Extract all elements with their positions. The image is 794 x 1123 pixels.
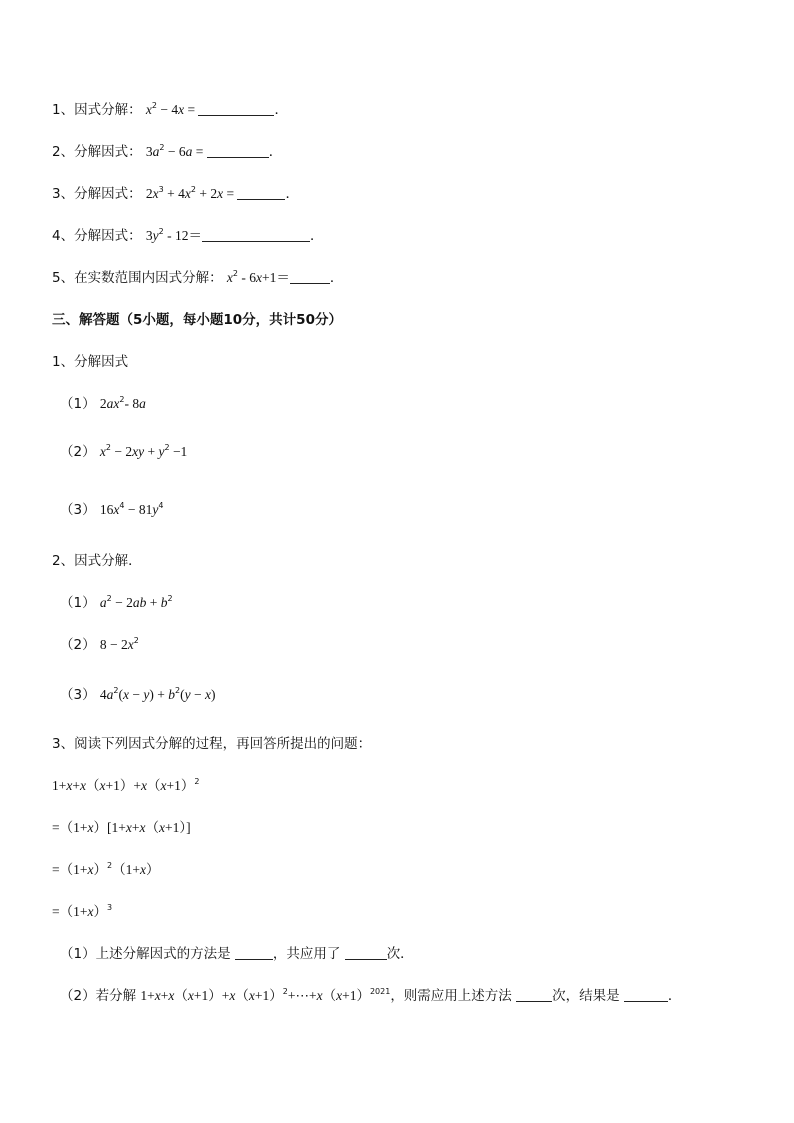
answer-blank[interactable] bbox=[237, 185, 285, 200]
expression: $x^2 - 2xy + y^2 -1$ bbox=[99, 443, 188, 459]
question-text: 次，结果是 bbox=[552, 988, 620, 1004]
question-4-label: 分解因式： bbox=[74, 228, 142, 244]
question-1-expression: $x^2 - 4x$ = bbox=[145, 101, 199, 117]
question-text: （1）上述分解因式的方法是 bbox=[60, 946, 231, 962]
question-3-number: 3、 bbox=[52, 186, 75, 202]
derivation-step-4: $=(1+x)^3$ bbox=[52, 903, 113, 919]
answer-blank[interactable] bbox=[624, 987, 668, 1002]
problem-2-title: 2、因式分解． bbox=[52, 553, 142, 569]
question-2: 2、分解因式： $3a^2 - 6a$ = ． bbox=[52, 143, 283, 160]
answer-blank[interactable] bbox=[235, 945, 273, 960]
part-label: （2） bbox=[60, 637, 96, 653]
question-5-number: 5、 bbox=[52, 270, 75, 286]
question-text: ． bbox=[667, 988, 682, 1004]
question-3: 3、分解因式： $2x^3 + 4x^2 + 2x$ = ． bbox=[52, 185, 299, 202]
question-1-label: 因式分解： bbox=[74, 102, 142, 118]
expression: $4a^2(x - y) + b^2(y - x)$ bbox=[99, 686, 216, 702]
derivation-step-2: =（1+x）[1+x+x（x+1）] bbox=[52, 820, 191, 835]
part-label: （2） bbox=[60, 444, 96, 460]
answer-blank[interactable] bbox=[207, 143, 269, 158]
problem-3-title: 3、阅读下列因式分解的过程，再回答所提出的问题： bbox=[52, 736, 372, 752]
answer-blank[interactable] bbox=[198, 101, 274, 116]
question-text: ，则需应用上述方法 bbox=[390, 988, 512, 1004]
question-text: （2）若分解 bbox=[60, 988, 137, 1004]
derivation-step-3: $=(1+x)^2(1+x)$ bbox=[52, 861, 160, 877]
question-5-expression: $x^2 - 6x+1=$ bbox=[226, 269, 290, 285]
part-label: （1） bbox=[60, 396, 96, 412]
problem-1-part-2 bbox=[60, 442, 187, 462]
problem-3-question-1 bbox=[60, 944, 414, 964]
part-label: （3） bbox=[60, 502, 96, 518]
expression: $2ax^2-$ 8a bbox=[99, 395, 146, 411]
question-2-label: 分解因式： bbox=[74, 144, 142, 160]
question-1: 1、因式分解： $x^2 - 4x$ = ． bbox=[52, 101, 288, 118]
expression: $a^2 - 2ab + b^2$ bbox=[99, 594, 173, 610]
problem-3-question-2 bbox=[60, 986, 681, 1006]
problem-2-part-3 bbox=[60, 685, 215, 705]
question-1-number: 1、 bbox=[52, 102, 75, 118]
problem-2-part-2 bbox=[60, 635, 139, 655]
question-2-expression: $3a^2 - 6a$ = bbox=[145, 143, 207, 159]
derivation-step-1: $1+x+x(x+1)+x(x+1)^2$ bbox=[52, 777, 200, 793]
problem-1-part-1 bbox=[60, 394, 146, 414]
question-2-number: 2、 bbox=[52, 144, 75, 160]
question-5: 5、在实数范围内因式分解： $x^2 - 6x+1=$ ． bbox=[52, 269, 344, 286]
question-4-number: 4、 bbox=[52, 228, 75, 244]
question-4-expression: $3y^2 - 12=$ bbox=[145, 227, 202, 243]
answer-blank[interactable] bbox=[516, 987, 552, 1002]
question-3-label: 分解因式： bbox=[74, 186, 142, 202]
problem-1-part-3 bbox=[60, 500, 163, 520]
expression: $16x^4 - 81y^4$ bbox=[99, 501, 164, 517]
expression: $8 - 2x^2$ bbox=[99, 636, 139, 652]
question-5-label: 在实数范围内因式分解： bbox=[74, 270, 223, 286]
part-label: （1） bbox=[60, 595, 96, 611]
expression: $1+x+x(x+1)+x(x+1)^2+\cdots+x(x+1)^{2021}$ bbox=[140, 987, 391, 1003]
question-4: 4、分解因式： $3y^2 - 12=$ ． bbox=[52, 227, 324, 244]
section-3-heading: 三、解答题（5小题，每小题10分，共计50分） bbox=[52, 312, 342, 328]
answer-blank[interactable] bbox=[202, 227, 310, 242]
answer-blank[interactable] bbox=[290, 269, 330, 284]
question-3-expression: $2x^3 + 4x^2 + 2x$ = bbox=[145, 185, 238, 201]
question-text: ，共应用了 bbox=[272, 946, 341, 962]
problem-1-title: 1、分解因式 bbox=[52, 354, 129, 370]
answer-blank[interactable] bbox=[345, 945, 387, 960]
problem-2-part-1 bbox=[60, 593, 173, 613]
question-text: 次． bbox=[386, 946, 414, 962]
part-label: （3） bbox=[60, 687, 96, 703]
